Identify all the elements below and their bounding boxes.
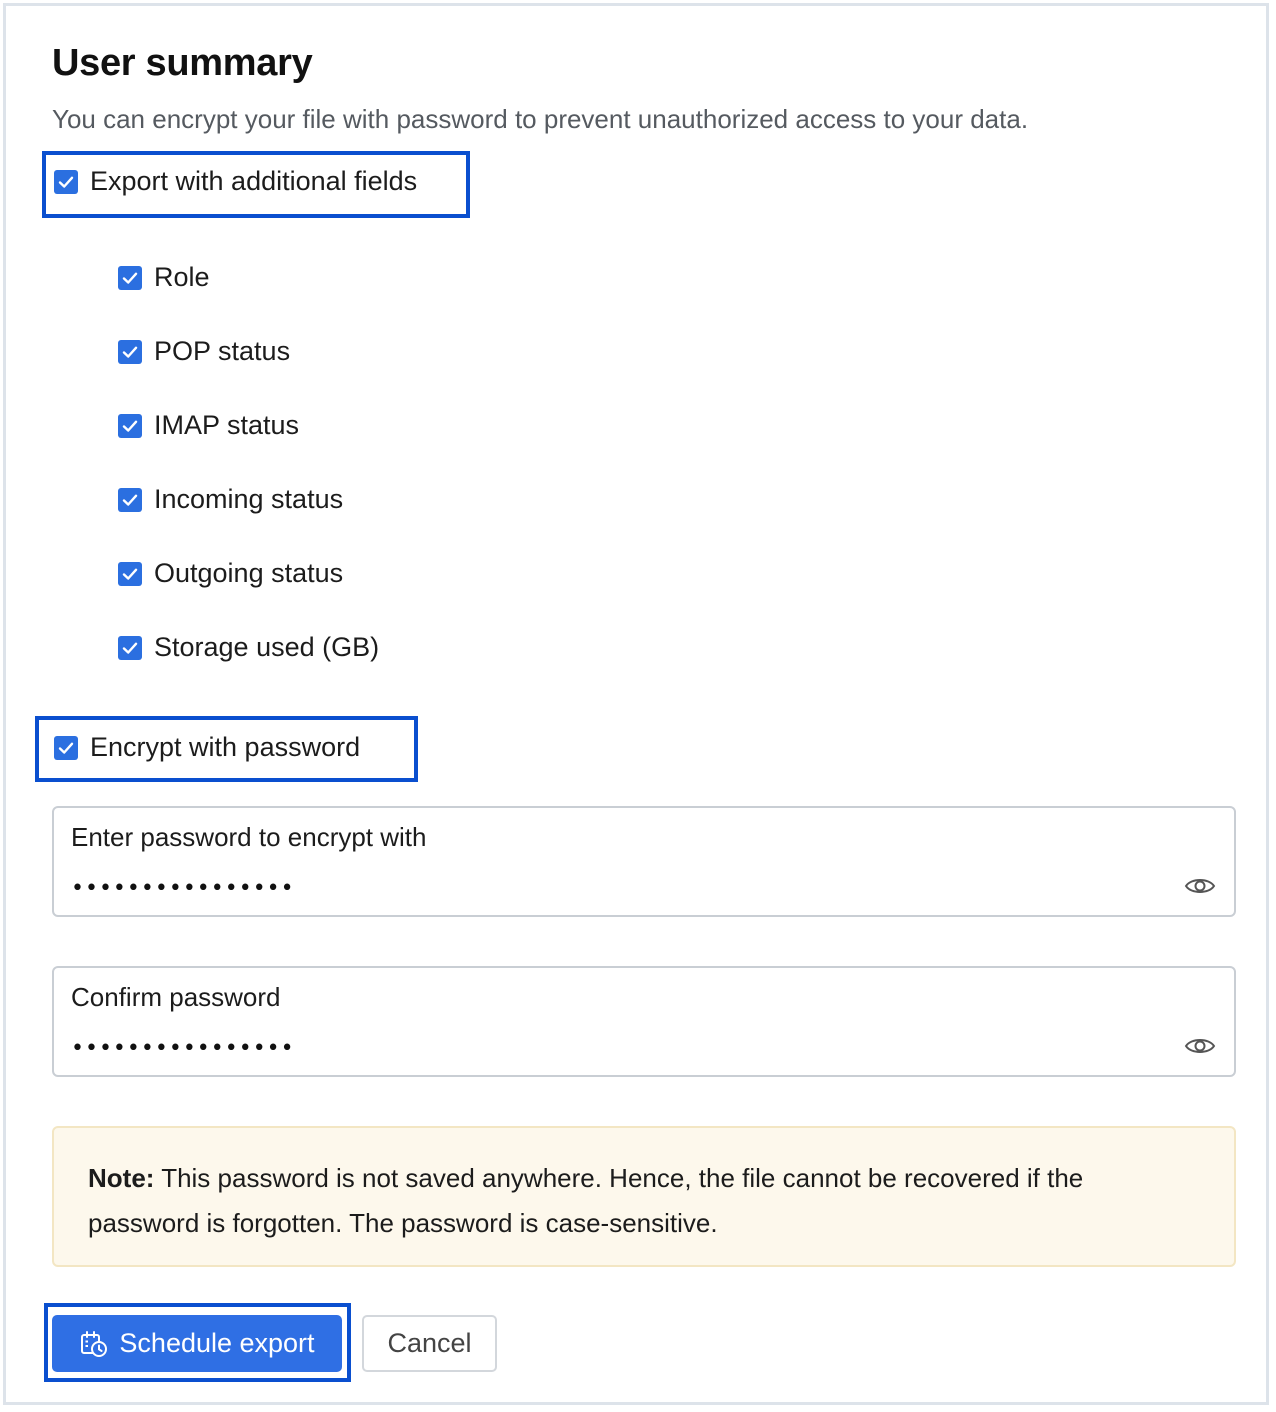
password-field[interactable] (52, 806, 1236, 917)
field-label: POP status (154, 336, 291, 366)
note-box (52, 1126, 1236, 1267)
schedule-export-button[interactable] (52, 1315, 342, 1372)
check-icon[interactable] (54, 170, 78, 194)
field-label: IMAP status (154, 410, 300, 440)
cancel-button[interactable] (362, 1315, 497, 1372)
calendar-clock-icon (79, 1329, 109, 1359)
check-icon[interactable] (118, 488, 142, 512)
schedule-export-label: Schedule export (119, 1328, 315, 1358)
field-label: Incoming status (154, 484, 344, 514)
note-text: This password is not saved anywhere. Hence, the file cannot be recovered if the password is forgotten. The password is case-sensitive. (88, 1163, 1084, 1238)
field-checkbox-outgoing-status[interactable] (118, 558, 343, 589)
field-label: Outgoing status (154, 558, 344, 588)
note-prefix: Note: (88, 1163, 155, 1193)
field-checkbox-imap-status[interactable] (118, 410, 299, 441)
page-subtitle: You can encrypt your file with password to prevent unauthorized access to your data. (52, 104, 1029, 134)
check-icon[interactable] (118, 562, 142, 586)
password-input[interactable] (71, 870, 1151, 906)
field-checkbox-incoming-status[interactable] (118, 484, 343, 515)
check-icon[interactable] (118, 266, 142, 290)
field-checkbox-pop-status[interactable] (118, 336, 290, 367)
export-additional-fields-checkbox[interactable] (54, 166, 417, 197)
check-icon[interactable] (118, 636, 142, 660)
encrypt-with-password-checkbox[interactable] (54, 732, 360, 763)
confirm-password-field-label: Confirm password (71, 982, 281, 1012)
confirm-password-input[interactable] (71, 1030, 1151, 1066)
page-title: User summary (52, 42, 313, 84)
check-icon[interactable] (118, 340, 142, 364)
check-icon[interactable] (54, 736, 78, 760)
encrypt-with-password-label: Encrypt with password (90, 732, 361, 762)
cancel-label: Cancel (387, 1328, 472, 1358)
export-additional-fields-label: Export with additional fields (90, 166, 418, 196)
eye-icon[interactable] (1184, 1034, 1216, 1058)
field-checkbox-storage-used[interactable] (118, 632, 379, 663)
field-label: Storage used (GB) (154, 632, 380, 662)
confirm-password-field[interactable] (52, 966, 1236, 1077)
field-checkbox-role[interactable] (118, 262, 210, 293)
password-field-label: Enter password to encrypt with (71, 822, 427, 852)
eye-icon[interactable] (1184, 874, 1216, 898)
field-label: Role (154, 262, 210, 292)
check-icon[interactable] (118, 414, 142, 438)
